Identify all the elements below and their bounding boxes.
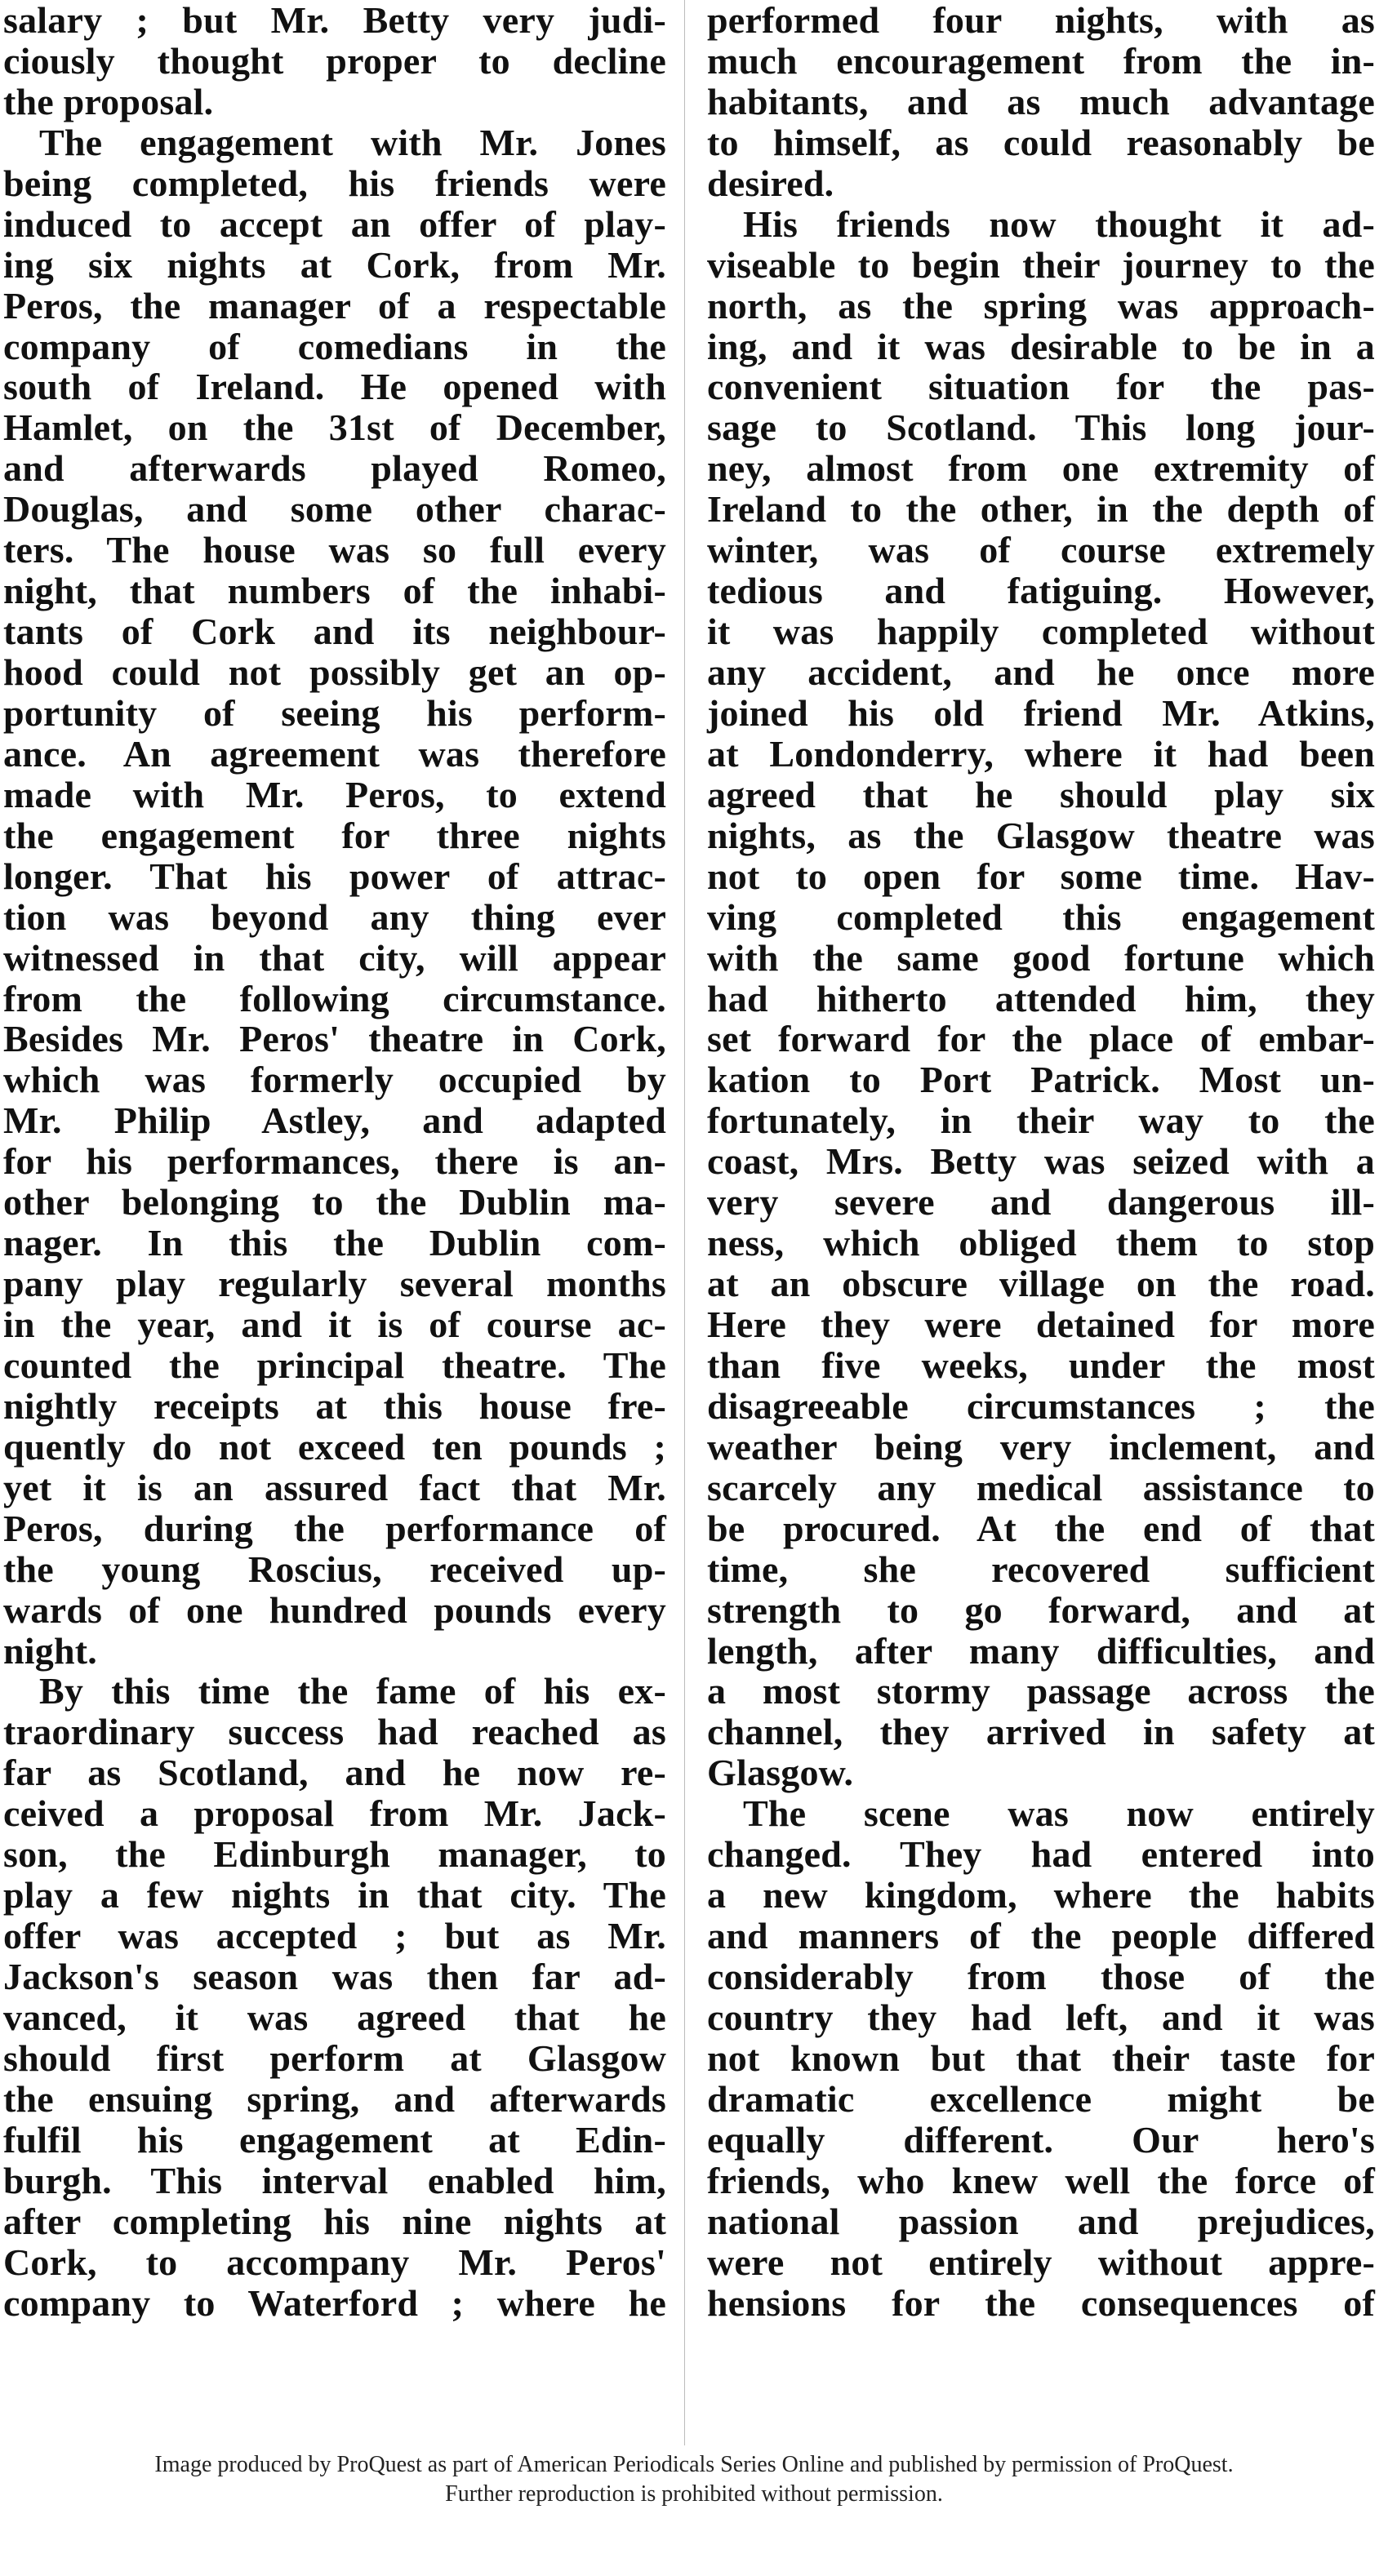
text-line: Here they were detained for more — [707, 1304, 1375, 1345]
copyright-notice — [0, 2450, 1388, 2509]
text-line: fulfil his engagement at Edin- — [3, 2118, 666, 2161]
text-line: ness, which obliged them to stop — [707, 1222, 1375, 1264]
text-line: The engagement with Mr. Jones — [39, 121, 666, 163]
text-line: had hitherto attended him, they — [707, 977, 1375, 1019]
text-line: induced to accept an offer of play- — [3, 202, 666, 245]
text-line: national passion and prejudices, — [707, 2200, 1375, 2242]
text-line: strength to go forward, and at — [707, 1588, 1375, 1631]
text-line: tants of Cork and its neighbour- — [3, 611, 666, 653]
text-line: By this time the fame of his ex- — [39, 1670, 666, 1712]
text-line: convenient situation for the pas- — [707, 366, 1375, 408]
text-line: pany play regularly several months — [3, 1263, 666, 1305]
text-line: dramatic excellence might be — [707, 2077, 1375, 2120]
text-line: to himself, as could reasonably be — [707, 121, 1375, 163]
text-line: salary ; but Mr. Betty very judi- — [3, 0, 666, 41]
text-line: Mr. Philip Astley, and adapted — [3, 1099, 666, 1142]
text-line: and manners of the people differed — [707, 1915, 1375, 1957]
text-line: The scene was now entirely — [743, 1792, 1375, 1835]
text-line: quently do not exceed ten pounds ; — [3, 1425, 666, 1468]
text-line: son, the Edinburgh manager, to — [3, 1833, 666, 1876]
text-line: friends, who knew well the force of — [707, 2159, 1375, 2201]
text-line: channel, they arrived in safety at — [707, 1711, 1375, 1753]
text-line: the ensuing spring, and afterwards — [3, 2077, 666, 2120]
text-line: ters. The house was so full every — [3, 529, 666, 571]
text-line: night. — [3, 1629, 97, 1672]
text-line: considerably from those of the — [707, 1956, 1375, 1997]
text-line: offer was accepted ; but as Mr. — [3, 1915, 666, 1957]
text-line: ney, almost from one extremity of — [707, 447, 1375, 490]
text-line: ving completed this engagement — [707, 895, 1375, 938]
text-line: portunity of seeing his perform- — [3, 691, 666, 734]
text-line: company to Waterford ; where he — [3, 2281, 666, 2324]
text-line: traordinary success had reached as — [3, 1711, 666, 1753]
text-line: witnessed in that city, will appear — [3, 936, 666, 979]
text-line: it was happily completed without — [707, 611, 1375, 653]
text-line: longer. That his power of attrac- — [3, 855, 666, 897]
text-line: very severe and dangerous ill- — [707, 1181, 1375, 1224]
copyright-line-2: Further reproduction is prohibited without permission. — [445, 2481, 943, 2507]
text-line: the young Roscius, received up- — [3, 1548, 666, 1590]
text-line: and afterwards played Romeo, — [3, 447, 666, 490]
column-divider — [684, 0, 685, 2445]
text-line: play a few nights in that city. The — [3, 1874, 666, 1916]
text-line: His friends now thought it ad- — [743, 202, 1375, 245]
text-line: much encouragement from the in- — [707, 39, 1375, 82]
text-line: should first perform at Glasgow — [3, 2036, 666, 2079]
text-line: changed. They had entered into — [707, 1833, 1375, 1876]
text-line: south of Ireland. He opened with — [3, 366, 666, 408]
text-line: ing six nights at Cork, from Mr. — [3, 243, 666, 286]
right-text-column — [707, 0, 1375, 2323]
text-line: be procured. At the end of that — [707, 1507, 1375, 1549]
text-line: joined his old friend Mr. Atkins, — [707, 691, 1375, 734]
text-line: Peros, the manager of a respectable — [3, 284, 666, 326]
left-text-column — [3, 0, 666, 2323]
text-line: length, after many difficulties, and — [707, 1629, 1375, 1672]
text-line: being completed, his friends were — [3, 162, 666, 204]
text-line: ceived a proposal from Mr. Jack- — [3, 1792, 666, 1835]
text-line: Jackson's season was then far ad- — [3, 1956, 666, 1997]
text-line: Ireland to the other, in the depth of — [707, 488, 1375, 531]
text-line: counted the principal theatre. The — [3, 1344, 666, 1386]
text-line: set forward for the place of embar- — [707, 1018, 1375, 1060]
text-line: made with Mr. Peros, to extend — [3, 773, 666, 815]
text-line: time, she recovered sufficient — [707, 1548, 1375, 1590]
text-line: viseable to begin their journey to the — [707, 243, 1375, 286]
text-line: hood could not possibly get an op- — [3, 651, 666, 693]
text-line: nager. In this the Dublin com- — [3, 1222, 666, 1264]
text-line: coast, Mrs. Betty was seized with a — [707, 1140, 1375, 1183]
text-line: scarcely any medical assistance to — [707, 1466, 1375, 1508]
text-line: hensions for the consequences of — [707, 2281, 1375, 2324]
text-line: kation to Port Patrick. Most un- — [707, 1059, 1375, 1101]
text-line: were not entirely without appre- — [707, 2241, 1375, 2283]
text-line: tion was beyond any thing ever — [3, 895, 666, 938]
text-line: north, as the spring was approach- — [707, 284, 1375, 326]
text-line: the proposal. — [3, 80, 214, 122]
text-line: Douglas, and some other charac- — [3, 488, 666, 531]
text-line: far as Scotland, and he now re- — [3, 1752, 666, 1794]
text-line: ciously thought proper to decline — [3, 39, 666, 82]
text-line: which was formerly occupied by — [3, 1059, 666, 1101]
text-line: than five weeks, under the most — [707, 1344, 1375, 1386]
text-line: yet it is an assured fact that Mr. — [3, 1466, 666, 1508]
text-line: tedious and fatiguing. However, — [707, 570, 1375, 612]
text-line: from the following circumstance. — [3, 977, 666, 1019]
text-line: not known but that their taste for — [707, 2036, 1375, 2079]
text-line: company of comedians in the — [3, 325, 666, 367]
text-line: a new kingdom, where the habits — [707, 1874, 1375, 1916]
text-line: Hamlet, on the 31st of December, — [3, 406, 666, 449]
text-line: fortunately, in their way to the — [707, 1099, 1375, 1142]
text-line: for his performances, there is an- — [3, 1140, 666, 1183]
text-line: with the same good fortune which — [707, 936, 1375, 979]
text-line: burgh. This interval enabled him, — [3, 2159, 666, 2201]
copyright-line-1: Image produced by ProQuest as part of American Periodicals Series Online and published by permission of ProQuest. — [154, 2452, 1234, 2477]
text-line: equally different. Our hero's — [707, 2118, 1375, 2161]
text-line: wards of one hundred pounds every — [3, 1588, 666, 1631]
text-line: at Londonderry, where it had been — [707, 732, 1375, 775]
text-line: ing, and it was desirable to be in a — [707, 325, 1375, 367]
text-line: other belonging to the Dublin ma- — [3, 1181, 666, 1224]
text-line: agreed that he should play six — [707, 773, 1375, 815]
text-line: ance. An agreement was therefore — [3, 732, 666, 775]
text-line: vanced, it was agreed that he — [3, 1996, 666, 2038]
text-line: after completing his nine nights at — [3, 2200, 666, 2242]
text-line: nights, as the Glasgow theatre was — [707, 814, 1375, 856]
text-line: desired. — [707, 162, 834, 204]
text-line: the engagement for three nights — [3, 814, 666, 856]
text-line: Glasgow. — [707, 1752, 854, 1794]
text-line: any accident, and he once more — [707, 651, 1375, 693]
text-line: Cork, to accompany Mr. Peros' — [3, 2241, 666, 2283]
text-line: a most stormy passage across the — [707, 1670, 1375, 1712]
text-line: winter, was of course extremely — [707, 529, 1375, 571]
text-line: country they had left, and it was — [707, 1996, 1375, 2038]
text-line: Besides Mr. Peros' theatre in Cork, — [3, 1018, 666, 1060]
text-line: night, that numbers of the inhabi- — [3, 570, 666, 612]
text-line: sage to Scotland. This long jour- — [707, 406, 1375, 449]
text-line: in the year, and it is of course ac- — [3, 1304, 666, 1345]
text-line: habitants, and as much advantage — [707, 80, 1375, 122]
text-line: disagreeable circumstances ; the — [707, 1384, 1375, 1427]
text-line: weather being very inclement, and — [707, 1425, 1375, 1468]
text-line: Peros, during the performance of — [3, 1507, 666, 1549]
text-line: nightly receipts at this house fre- — [3, 1384, 666, 1427]
text-line: not to open for some time. Hav- — [707, 855, 1375, 897]
text-line: at an obscure village on the road. — [707, 1263, 1375, 1305]
text-line: performed four nights, with as — [707, 0, 1375, 41]
